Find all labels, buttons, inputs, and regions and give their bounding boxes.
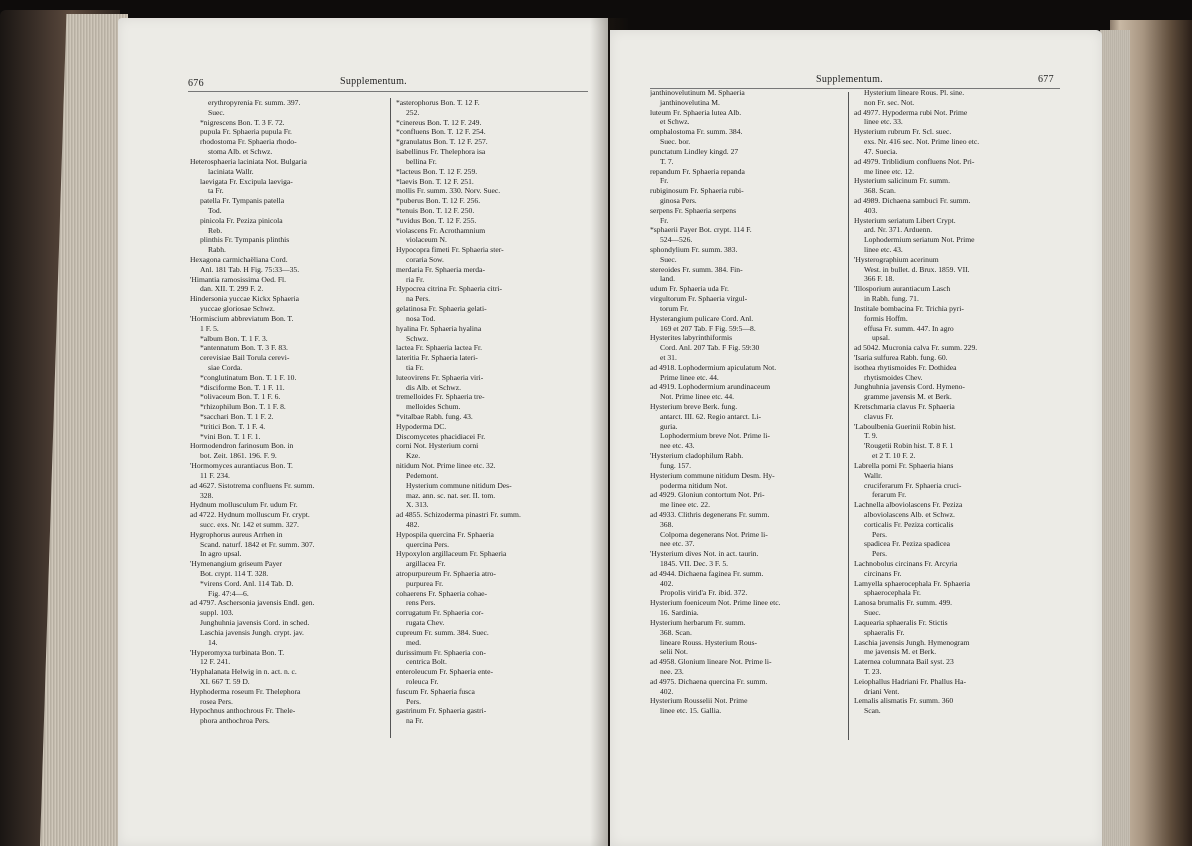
index-entry-line: ad 4979. Triblidium confluens Not. Pri- <box>854 156 975 166</box>
index-entry-line: Hysterium seriatum Libert Crypt. <box>854 215 956 225</box>
index-entry-line: *nigrescens Bon. T. 3 F. 72. <box>200 117 285 127</box>
index-entry-line: bellina Fr. <box>406 156 437 166</box>
index-entry-line: Hindersonia yuccae Kickx Sphaeria <box>190 294 300 304</box>
index-entry-line: 'Hysterium cladophilum Rabh. <box>650 451 744 461</box>
index-entry-line: 402. <box>660 578 674 588</box>
index-entry-line: udum Fr. Sphaeria uda Fr. <box>650 284 729 294</box>
index-entry-line: stoma Alb. et Schwz. <box>208 147 273 157</box>
index-entry-line: corticalis Fr. Peziza corticalis <box>864 519 954 529</box>
index-entry-line: ard. Nr. 371. Arduenn. <box>864 225 933 235</box>
index-entry-line: tia Fr. <box>406 362 424 372</box>
index-entry-line: Suec. <box>864 608 881 618</box>
index-entry-line: dan. XII. T. 299 F. 2. <box>200 284 264 294</box>
index-entry-line: *lacteus Bon. T. 12 F. 259. <box>396 166 478 176</box>
index-entry-line: Hormodendron farinosum Bon. in <box>190 441 294 451</box>
index-entry-line: merdaria Fr. Sphaeria merda- <box>396 264 485 274</box>
index-entry-line: *virens Cord. Anl. 114 Tab. D. <box>200 578 294 588</box>
index-entry-line: ad 4722. Hydnum molluscum Fr. crypt. <box>190 510 310 520</box>
index-entry-line: sphaerocephala Fr. <box>864 588 921 598</box>
index-entry-line: fuscum Fr. Sphaeria fusca <box>396 686 475 696</box>
index-entry-line: lactea Fr. Sphaeria lactea Fr. <box>396 343 483 353</box>
index-entry-line: pupula Fr. Sphaeria pupula Fr. <box>200 127 292 137</box>
index-entry-line: dis Alb. et Schwz. <box>406 382 462 392</box>
index-entry-line: 368. <box>660 519 674 529</box>
index-entry-line: spadicea Fr. Peziza spadicea <box>864 539 951 549</box>
right-running-head: Supplementum. <box>816 74 883 85</box>
index-entry-line: luteovirens Fr. Sphaeria viri- <box>396 372 484 382</box>
index-entry-line: T. 23. <box>864 666 882 676</box>
index-entry-line: Laschia javensis Jungh. Hymenogram <box>854 637 970 647</box>
index-entry-line: virgultorum Fr. Sphaeria virgul- <box>650 294 748 304</box>
index-entry-line: Kretschmaria clavus Fr. Sphaeria <box>854 402 955 411</box>
index-entry-line: ad 4975. Dichaena quercina Fr. summ. <box>650 676 768 686</box>
index-entry-line: Wallr. <box>864 470 883 480</box>
index-entry-line: Hysterium rubrum Fr. Scl. suec. <box>854 127 952 137</box>
index-entry-line: purpurea Fr. <box>406 578 444 588</box>
index-entry-line: na Fr. <box>406 716 424 726</box>
index-entry-line: Leiophallus Hadriani Fr. Phallus Ha- <box>854 676 966 686</box>
index-entry-line: Hypospila quercina Fr. Sphaeria <box>396 529 494 539</box>
index-entry-line: 'Hormomyces aurantiacus Bon. T. <box>190 461 293 471</box>
index-entry-line: *conglutinatum Bon. T. 1 F. 10. <box>200 372 297 382</box>
index-entry-line: Lachnella alboviolascens Fr. Peziza <box>854 500 963 510</box>
index-entry-line: isabellinus Fr. Thelephora isa <box>396 147 486 157</box>
index-entry-line: atropurpureum Fr. Sphaeria atro- <box>396 569 496 578</box>
index-entry-line: circinans Fr. <box>864 568 902 578</box>
index-entry-line: Institale bombacina Fr. Trichia pyri- <box>854 303 964 313</box>
index-entry-line: *asterophorus Bon. T. 12 F. <box>396 98 480 107</box>
index-entry-line: nee etc. 37. <box>660 539 695 549</box>
index-entry-line: Hypochnus anthochrous Fr. Thele- <box>190 706 296 716</box>
index-entry-line: corni Not. Hysterium corni <box>396 441 479 451</box>
left-page-number: 676 <box>188 78 204 89</box>
index-entry-line: Hysterium foeniceum Not. Prime linee etc. <box>650 598 781 608</box>
index-entry-line: Suec. bor. <box>660 137 691 147</box>
index-entry-line: guria. <box>660 421 678 431</box>
index-entry-line: Lophodermium breve Not. Prime li- <box>660 431 770 441</box>
index-entry-line: ferarum Fr. <box>872 490 907 500</box>
index-entry-line: Hypoxylon argillaceum Fr. Sphaeria <box>396 549 507 559</box>
index-entry-line: Pers. <box>406 696 421 706</box>
index-entry-line: 169 et 207 Tab. F Fig. 59:5—8. <box>660 323 756 333</box>
index-entry-line: Discomycetes phacidiacei Fr. <box>396 431 486 441</box>
index-entry-line: laciniata Wallr. <box>208 166 254 176</box>
index-entry-line: serpens Fr. Sphaeria serpens <box>650 205 737 215</box>
index-entry-line: Not. Prime linee etc. 44. <box>660 392 735 402</box>
left-head-rule <box>188 91 588 92</box>
index-entry-line: Laschia javensis Jungh. crypt. jav. <box>200 627 304 637</box>
index-entry-line: na Pers. <box>406 294 431 304</box>
index-entry-line: Pedemont. <box>406 470 439 480</box>
index-entry-line: ad 4977. Hypoderma rubi Not. Prime <box>854 107 968 117</box>
index-entry-line: 368. Scan. <box>864 186 896 196</box>
index-entry-line: patella Fr. Tympanis patella <box>200 196 285 206</box>
index-entry-line: 'Hyperomyxa turbinata Bon. T. <box>190 647 285 657</box>
index-entry-line: Hygrophorus aureus Arrhen in <box>190 529 283 539</box>
index-entry-line: West. in bullet. d. Brux. 1859. VII. <box>864 264 970 274</box>
index-entry-line: *cinereus Bon. T. 12 F. 249. <box>396 117 482 127</box>
index-entry-line: maz. ann. sc. nat. ser. II. tom. <box>406 490 496 500</box>
index-entry-line: Hydnum mollusculum Fr. udum Fr. <box>190 500 298 510</box>
index-entry-line: 'Illosporium aurantiacum Lasch <box>854 284 951 294</box>
index-entry-line: Labrella pomi Fr. Sphaeria hians <box>854 460 954 470</box>
index-entry-line: 402. <box>660 686 674 696</box>
index-entry-line: Tod. <box>208 205 222 215</box>
index-entry-line: punctatum Lindley kingd. 27 <box>650 146 739 156</box>
index-entry-line: phora anthochroa Pers. <box>200 716 270 726</box>
index-entry-line: Hypoderma DC. <box>396 421 447 431</box>
index-entry-line: 'Hysterographium acerinum <box>854 254 939 264</box>
index-entry-line: *confluens Bon. T. 12 F. 254. <box>396 127 486 137</box>
index-entry-line: 366 F. 18. <box>864 274 895 284</box>
index-entry-line: plinthis Fr. Tympanis plinthis <box>200 235 290 245</box>
index-entry-line: Schwz. <box>406 333 429 343</box>
index-entry-line: Pers. <box>872 549 887 559</box>
index-entry-line: ad 4627. Sistotrema confluens Fr. summ. <box>190 480 315 490</box>
index-entry-line: isothea rhytismoides Fr. Dothidea <box>854 362 957 372</box>
index-entry-line: Hypocopra fimeti Fr. Sphaeria ster- <box>396 245 504 255</box>
index-entry-line: Hyphoderma roseum Fr. Thelephora <box>190 686 301 696</box>
index-entry-line: Anl. 181 Tab. H Fig. 75:33—35. <box>200 264 300 274</box>
index-entry-line: ad 4918. Lophodermium apiculatum Not. <box>650 362 777 372</box>
index-entry-line: gramme javensis M. et Berk. <box>864 392 952 402</box>
index-entry-line: 252. <box>406 107 420 117</box>
right-column-2 <box>854 88 1068 738</box>
index-entry-line: succ. exs. Nr. 142 et summ. 327. <box>200 519 299 529</box>
index-entry-line: alboviolascens Alb. et Schwz. <box>864 509 955 519</box>
index-entry-line: ad 4958. Glonium lineare Not. Prime li- <box>650 657 772 667</box>
index-entry-line: Hexagona carmichaëliana Cord. <box>190 255 288 264</box>
index-entry-line: poderma nitidum Not. <box>660 480 728 490</box>
index-entry-line: *olivaceum Bon. T. 1 F. 6. <box>200 392 281 402</box>
index-entry-line: Heterosphaeria laciniata Not. Bulgaria <box>190 156 307 166</box>
index-entry-line: *antennatum Bon. T. 3 F. 83. <box>200 343 288 353</box>
index-entry-line: Junghuhnia javensis Cord. in sched. <box>200 618 310 628</box>
index-entry-line: Fr. <box>660 176 669 186</box>
index-entry-line: *vitalbae Rabh. fung. 43. <box>396 412 473 421</box>
index-entry-line: gastrinum Fr. Sphaeria gastri- <box>396 706 487 716</box>
index-entry-line: Lophodermium seriatum Not. Prime <box>864 235 975 245</box>
index-entry-line: rubiginosum Fr. Sphaeria rubi- <box>650 186 744 196</box>
index-entry-line: 14. <box>208 637 218 647</box>
index-entry-line: *granulatus Bon. T. 12 F. 257. <box>396 137 488 147</box>
index-entry-line: In agro upsal. <box>200 549 242 559</box>
index-entry-line: Suec. <box>208 107 225 117</box>
index-entry-line: Hysterium commune nitidum Des- <box>406 480 512 490</box>
index-entry-line: torum Fr. <box>660 303 689 313</box>
index-entry-line: Fr. <box>660 215 669 225</box>
index-entry-line: quercina Pers. <box>406 539 450 549</box>
index-entry-line: *sacchari Bon. T. 1 F. 2. <box>200 412 274 421</box>
index-entry-line: Scand. naturf. 1842 et Fr. summ. 307. <box>200 539 315 549</box>
index-entry-line: sphondylium Fr. summ. 383. <box>650 245 738 254</box>
index-entry-line: Hypocrea citrina Fr. Sphaeria citri- <box>396 284 503 294</box>
index-entry-line: Colpoma degenerans Not. Prime li- <box>660 529 768 539</box>
index-entry-line: ad 5042. Mucronia calva Fr. summ. 229. <box>854 343 978 353</box>
index-entry-line: repandum Fr. Sphaeria repanda <box>650 166 745 176</box>
index-entry-line: 11 F. 234. <box>200 470 230 480</box>
index-entry-line: *sphaerii Payer Bot. crypt. 114 F. <box>650 225 752 235</box>
index-entry-line: nitidum Not. Prime linee etc. 32. <box>396 461 496 471</box>
index-entry-line: coraria Sow. <box>406 255 444 264</box>
index-entry-line: durissimum Fr. Sphaeria con- <box>396 647 486 657</box>
index-entry-line: Lachnobolus circinans Fr. Arcyria <box>854 559 958 568</box>
index-entry-line: corrugatum Fr. Sphaeria cor- <box>396 608 484 618</box>
index-entry-line: X. 313. <box>406 500 429 510</box>
index-entry-line: Prime linee etc. 44. <box>660 372 719 382</box>
index-entry-line: cohaerens Fr. Sphaeria cohae- <box>396 588 488 598</box>
index-entry-line: Hysterangium pulicare Cord. Anl. <box>650 313 754 323</box>
index-entry-line: 12 F. 241. <box>200 657 231 667</box>
index-entry-line: Hysterium lineare Rous. Pl. sine. <box>864 88 965 97</box>
index-entry-line: *album Bon. T. 1 F. 3. <box>200 333 268 343</box>
left-page <box>118 18 608 846</box>
index-entry-line: clavus Fr. <box>864 411 894 421</box>
right-page <box>610 30 1102 846</box>
index-entry-line: *tritici Bon. T. 1 F. 4. <box>200 421 266 431</box>
index-entry-line: 368. Scan. <box>660 627 692 637</box>
index-entry-line: Bot. crypt. 114 T. 328. <box>200 569 269 578</box>
index-entry-line: fung. 157. <box>660 460 692 470</box>
index-entry-line: linee etc. 43. <box>864 245 903 254</box>
index-entry-line: Reb. <box>208 225 223 235</box>
page-edges-right <box>1100 30 1130 846</box>
index-entry-line: driani Vent. <box>864 686 900 696</box>
left-column-rule <box>390 98 391 738</box>
index-entry-line: 'Himantia ramosissima Oed. Fl. <box>190 274 287 284</box>
index-entry-line: 403. <box>864 205 878 215</box>
index-entry-line: ria Fr. <box>406 274 425 284</box>
index-entry-line: upsal. <box>872 333 890 343</box>
index-entry-line: suppl. 103. <box>200 608 234 618</box>
index-entry-line: siae Corda. <box>208 362 243 372</box>
index-entry-line: et Schwz. <box>660 117 690 127</box>
index-entry-line: hyalina Fr. Sphaeria hyalina <box>396 323 482 333</box>
index-entry-line: sphaeralis Fr. <box>864 627 905 637</box>
index-entry-line: rhytismoides Chev. <box>864 372 923 382</box>
index-entry-line: Laternea columnata Bail syst. 23 <box>854 657 954 667</box>
left-column-2 <box>396 98 602 748</box>
index-entry-line: ad 4797. Aschersonia javensis Endl. gen. <box>190 598 315 608</box>
index-entry-line: Lanosa brumalis Fr. summ. 499. <box>854 598 953 608</box>
index-entry-line: rugata Chev. <box>406 618 445 628</box>
index-entry-line: ta Fr. <box>208 186 224 196</box>
index-entry-line: Junghuhnia javensis Cord. Hymeno- <box>854 382 965 392</box>
index-entry-line: rhodostoma Fr. Sphaeria rhodo- <box>200 137 297 147</box>
index-entry-line: mollis Fr. summ. 330. Norv. Suec. <box>396 186 501 196</box>
index-entry-line: Hysterium commune nitidum Desm. Hy- <box>650 470 775 480</box>
index-entry-line: enteroleucum Fr. Sphaeria ente- <box>396 667 493 677</box>
index-entry-line: Lamyella sphaerocephala Fr. Sphaeria <box>854 578 970 588</box>
index-entry-line: ad 4933. Clithris degenerans Fr. summ. <box>650 509 770 519</box>
index-entry-line: Fig. 47:4—6. <box>208 588 249 598</box>
index-entry-line: cupreum Fr. summ. 384. Suec. <box>396 627 489 637</box>
index-entry-line: formis Hoffm. <box>864 313 908 323</box>
index-entry-line: cruciferarum Fr. Sphaeria cruci- <box>864 480 962 490</box>
index-entry-line: centrica Bolt. <box>406 657 447 667</box>
index-entry-line: in Rabh. fung. 71. <box>864 294 919 304</box>
index-entry-line: Pers. <box>872 529 887 539</box>
right-column-rule <box>848 92 849 740</box>
index-entry-line: land. <box>660 274 675 284</box>
index-entry-line: 'Rougetii Robin hist. T. 8 F. 1 <box>864 441 954 451</box>
index-entry-line: laevigata Fr. Excipula laeviga- <box>200 176 293 186</box>
index-entry-line: 'Hormiscium abbreviatum Bon. T. <box>190 313 294 323</box>
index-entry-line: argillacea Fr. <box>406 559 446 569</box>
index-entry-line: Laquearia sphaeralis Fr. Stictis <box>854 617 948 627</box>
index-entry-line: 47. Suecia. <box>864 146 898 156</box>
index-entry-line: Rabh. <box>208 245 226 255</box>
index-entry-line: ad 4855. Schizoderma pinastri Fr. summ. <box>396 510 521 520</box>
index-entry-line: lineare Rouss. Hysterium Rous- <box>660 637 758 647</box>
index-entry-line: violaceum N. <box>406 235 447 245</box>
index-entry-line: *uvidus Bon. T. 12 F. 255. <box>396 215 477 225</box>
index-entry-line: Propolis virid'a Fr. ibid. 372. <box>660 588 748 598</box>
index-entry-line: *laevis Bon. T. 12 F. 251. <box>396 176 474 186</box>
index-entry-line: rosea Pers. <box>200 696 233 706</box>
index-entry-line: et 2 T. 10 F. 2. <box>872 451 916 461</box>
index-entry-line: ginosa Pers. <box>660 195 697 205</box>
index-entry-line: med. <box>406 637 421 647</box>
index-entry-line: 'Hyphalanata Helwig in n. act. n. c. <box>190 667 297 677</box>
index-entry-line: yuccae gloriosae Schwz. <box>200 304 275 314</box>
index-entry-line: T. 7. <box>660 156 674 166</box>
index-entry-line: ad 4919. Lophodermium arundinaceum <box>650 382 771 392</box>
index-entry-line: 16. Sardinia. <box>660 608 699 618</box>
index-entry-line: Hysterium breve Berk. fung. <box>650 402 738 411</box>
left-column-1 <box>190 98 386 748</box>
index-entry-line: ad 4944. Dichaena faginea Fr. summ. <box>650 568 764 578</box>
left-running-head: Supplementum. <box>340 76 407 87</box>
index-entry-line: lateritia Fr. Sphaeria lateri- <box>396 353 478 363</box>
index-entry-line: exs. Nr. 416 sec. Not. Prime lineo etc. <box>864 137 980 147</box>
index-entry-line: gelatinosa Fr. Sphaeria gelati- <box>396 304 487 314</box>
index-entry-line: non Fr. sec. Not. <box>864 97 915 107</box>
index-entry-line: erythropyrenia Fr. summ. 397. <box>208 98 301 107</box>
index-entry-line: omphalostoma Fr. summ. 384. <box>650 127 743 137</box>
index-entry-line: Suec. <box>660 254 677 264</box>
right-column-1 <box>650 88 846 738</box>
index-entry-line: roleuca Fr. <box>406 676 439 686</box>
index-entry-line: me linee etc. 22. <box>660 500 710 510</box>
index-entry-line: selii Not. <box>660 647 688 657</box>
index-entry-line: 524—526. <box>660 235 693 245</box>
index-entry-line: Hysterites labyrinthiformis <box>650 333 733 343</box>
index-entry-line: Scan. <box>864 706 881 716</box>
index-entry-line: Hysterium herbarum Fr. summ. <box>650 617 746 627</box>
index-entry-line: melloides Schum. <box>406 402 461 412</box>
index-entry-line: rens Pers. <box>406 598 436 608</box>
index-entry-line: *vini Bon. T. 1 F. 1. <box>200 431 261 441</box>
index-entry-line: me javensis M. et Berk. <box>864 647 937 657</box>
index-entry-line: linee etc. 15. Gallia. <box>660 706 722 716</box>
index-entry-line: *puberus Bon. T. 12 F. 256. <box>396 196 481 206</box>
index-entry-line: ad 4929. Gloniun contortum Not. Pri- <box>650 490 765 500</box>
index-entry-line: Hysterium Rousselii Not. Prime <box>650 696 748 706</box>
index-entry-line: Cord. Anl. 207 Tab. F Fig. 59:30 <box>660 343 760 353</box>
index-entry-line: et 31. <box>660 352 677 362</box>
index-entry-line: XI. 667 T. 59 D. <box>200 676 250 686</box>
index-entry-line: *disciforme Bon. T. 1 F. 11. <box>200 382 285 392</box>
index-entry-line: cerevisiae Bail Torula cerevi- <box>200 353 290 363</box>
index-entry-line: 1845. VII. Dec. 3 F. 5. <box>660 559 729 568</box>
index-entry-line: ad 4989. Dichaena sambuci Fr. summ. <box>854 195 971 205</box>
index-entry-line: antarct. III. 62. Regio antarct. Li- <box>660 411 761 421</box>
index-entry-line: T. 9. <box>864 431 878 441</box>
index-entry-line: 'Hymenangium griseum Payer <box>190 559 283 569</box>
index-entry-line: pinicola Fr. Peziza pinicola <box>200 215 283 225</box>
index-entry-line: stereoides Fr. summ. 384. Fin- <box>650 264 743 274</box>
index-entry-line: luteum Fr. Sphaeria lutea Alb. <box>650 107 742 117</box>
index-entry-line: 'Hysterium dives Not. in act. taurin. <box>650 549 759 559</box>
index-entry-line: nosa Tod. <box>406 313 436 323</box>
index-entry-line: janthinovelutina M. <box>660 97 720 107</box>
index-entry-line: effusa Fr. summ. 447. In agro <box>864 323 954 333</box>
index-entry-line: nee etc. 43. <box>660 441 695 451</box>
index-entry-line: bot. Zeit. 1861. 196. F. 9. <box>200 451 277 461</box>
index-entry-line: *tenuis Bon. T. 12 F. 250. <box>396 205 475 215</box>
index-entry-line: Lemalis alismatis Fr. summ. 360 <box>854 696 954 706</box>
index-entry-line: Hysterium salicinum Fr. summ. <box>854 176 950 186</box>
index-entry-line: me linee etc. 12. <box>864 166 914 176</box>
right-page-number: 677 <box>1038 74 1054 85</box>
index-entry-line: tremelloides Fr. Sphaeria tre- <box>396 392 485 402</box>
index-entry-line: nee. 23. <box>660 666 684 676</box>
index-entry-line: 482. <box>406 519 420 529</box>
index-entry-line: 328. <box>200 490 214 500</box>
index-entry-line: *rhizophilum Bon. T. 1 F. 8. <box>200 402 286 412</box>
index-entry-line: 'Laboulbenia Guerinii Robin hist. <box>854 421 956 431</box>
index-entry-line: 1 F. 5. <box>200 323 219 333</box>
index-entry-line: violascens Fr. Acrothamnium <box>396 225 486 235</box>
index-entry-line: 'Isaria sulfurea Rabh. fung. 60. <box>854 352 948 362</box>
index-entry-line: Kze. <box>406 451 421 461</box>
index-entry-line: janthinovelutinum M. Sphaeria <box>650 88 745 97</box>
index-entry-line: linee etc. 33. <box>864 117 903 127</box>
